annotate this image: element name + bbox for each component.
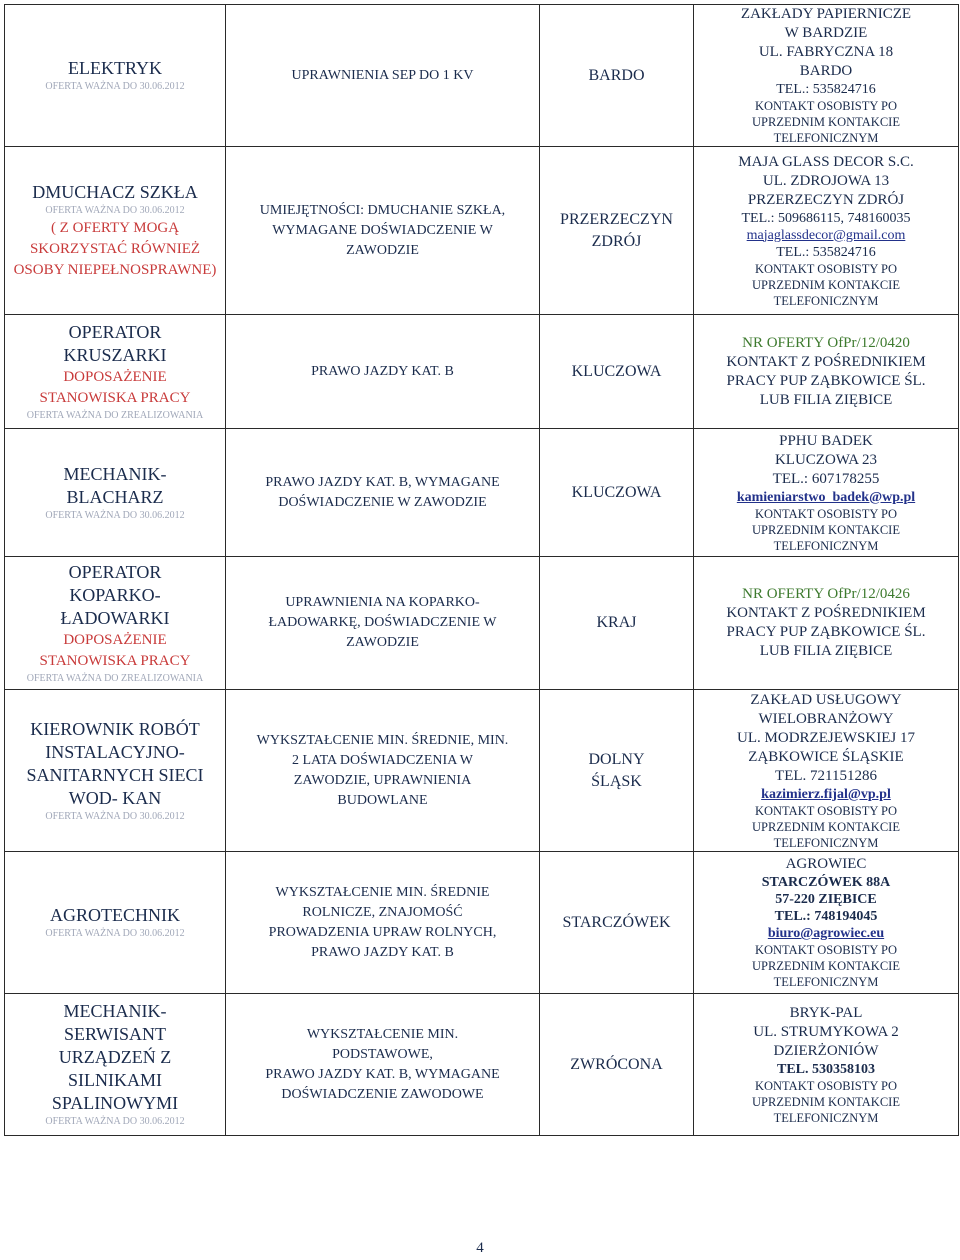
requirements-text: PROWADZENIA UPRAW ROLNYCH, xyxy=(268,924,497,940)
location-text: ZDRÓJ xyxy=(591,232,642,250)
contact-note: TELEFONICZNYM xyxy=(773,131,879,145)
job-title-cell xyxy=(5,852,226,994)
job-note: SKORZYSTAĆ RÓWNIEŻ xyxy=(29,240,201,257)
location-text: DOLNY xyxy=(588,750,645,768)
location-cell xyxy=(540,147,694,315)
contact-note: KONTAKT OSOBISTY PO xyxy=(754,943,898,957)
requirements-text: ROLNICZE, ZNAJOMOŚĆ xyxy=(302,904,463,920)
table-row xyxy=(5,315,959,429)
requirements-text: UPRAWNIENIA NA KOPARKO- xyxy=(285,595,480,610)
location-cell xyxy=(540,5,694,147)
job-title-cell xyxy=(5,429,226,557)
contact-cell xyxy=(694,852,959,994)
contact-note: TELEFONICZNYM xyxy=(773,538,879,553)
offer-type: DOPOSAŻENIE xyxy=(63,631,167,648)
location-text: ŚLĄSK xyxy=(591,772,642,790)
job-title: MECHANIK- xyxy=(63,1001,167,1021)
job-title-cell xyxy=(5,315,226,429)
table-row xyxy=(5,690,959,852)
job-title: DMUCHACZ SZKŁA xyxy=(32,181,198,202)
employer-phone: TEL.: 509686115, 748160035 xyxy=(741,210,911,226)
requirements-text: WYKSZTAŁCENIE MIN. ŚREDNIE, MIN. xyxy=(256,732,509,748)
requirements-text: UMIEJĘTNOŚCI: DMUCHANIE SZKŁA, xyxy=(259,202,506,218)
location-cell xyxy=(540,994,694,1136)
job-title: KIEROWNIK ROBÓT xyxy=(30,718,200,739)
job-title-cell xyxy=(5,994,226,1136)
table-row xyxy=(5,994,959,1136)
offer-number: NR OFERTY OfPr/12/0420 xyxy=(742,334,910,351)
offer-type: DOPOSAŻENIE xyxy=(63,368,167,385)
offer-validity: OFERTA WAŻNA DO 30.06.2012 xyxy=(45,204,185,216)
job-title-cell xyxy=(5,147,226,315)
job-title-cell xyxy=(5,557,226,690)
location-text: KLUCZOWA xyxy=(571,483,662,501)
job-title: SERWISANT xyxy=(63,1024,166,1044)
offer-validity: OFERTA WAŻNA DO 30.06.2012 xyxy=(45,81,185,92)
requirements-text: BUDOWLANE xyxy=(337,792,428,808)
table-row xyxy=(5,852,959,994)
offer-validity: OFERTA WAŻNA DO 30.06.2012 xyxy=(45,1116,185,1127)
employer-email-link[interactable]: biuro@agrowiec.eu xyxy=(767,926,885,941)
contact-note: UPRZEDNIM KONTAKCIE xyxy=(752,115,900,129)
requirements-text: ŁADOWARKĘ, DOŚWIADCZENIE W xyxy=(268,615,497,630)
contact-note: TELEFONICZNYM xyxy=(773,835,879,850)
employer-city: BARDO xyxy=(799,63,853,79)
employer-address: KLUCZOWA 23 xyxy=(774,451,878,468)
requirements-text: PRAWO JAZDY KAT. B xyxy=(311,944,454,960)
contact-note: KONTAKT OSOBISTY PO xyxy=(754,261,898,276)
employer-address: UL. FABRYCZNA 18 xyxy=(758,44,894,60)
contact-note: UPRZEDNIM KONTAKCIE xyxy=(752,522,900,537)
requirements-text: PRAWO JAZDY KAT. B xyxy=(311,363,454,379)
offer-validity: OFERTA WAŻNA DO 30.06.2012 xyxy=(45,509,185,521)
requirements-text: WYKSZTAŁCENIE MIN. ŚREDNIE xyxy=(275,884,490,900)
job-title-cell xyxy=(5,5,226,147)
location-cell xyxy=(540,690,694,852)
offer-number: NR OFERTY OfPr/12/0426 xyxy=(742,586,910,602)
requirements-cell xyxy=(226,429,540,557)
requirements-text: PODSTAWOWE, xyxy=(332,1046,433,1062)
location-text: KLUCZOWA xyxy=(571,362,662,380)
contact-note: PRACY PUP ZĄBKOWICE ŚL. xyxy=(726,372,926,389)
contact-cell xyxy=(694,690,959,852)
contact-cell xyxy=(694,557,959,690)
contact-note: KONTAKT OSOBISTY PO xyxy=(754,506,898,521)
requirements-cell xyxy=(226,994,540,1136)
requirements-text: 2 LATA DOŚWIADCZENIA W xyxy=(292,752,473,768)
job-offers-table xyxy=(4,4,959,1136)
job-title: KOPARKO- xyxy=(69,584,161,605)
job-title: WOD- KAN xyxy=(68,787,162,808)
requirements-text: WYKSZTAŁCENIE MIN. xyxy=(306,1026,459,1042)
requirements-cell xyxy=(226,690,540,852)
employer-name: WIELOBRANŻOWY xyxy=(758,710,894,727)
page-number: 4 xyxy=(476,1240,484,1256)
requirements-cell xyxy=(226,852,540,994)
employer-name: MAJA GLASS DECOR S.C. xyxy=(738,153,914,170)
employer-name: PPHU BADEK xyxy=(779,432,873,449)
employer-name: ZAKŁADY PAPIERNICZE xyxy=(740,6,912,22)
job-title: AGROTECHNIK xyxy=(50,905,180,925)
job-title: INSTALACYJNO- xyxy=(45,741,185,762)
requirements-text: ZAWODZIE xyxy=(346,242,419,258)
employer-phone: TEL.: 607178255 xyxy=(772,470,880,487)
requirements-text: DOŚWIADCZENIE W ZAWODZIE xyxy=(278,494,487,510)
job-title: SPALINOWYMI xyxy=(51,1093,179,1113)
job-title: OPERATOR xyxy=(68,561,162,582)
employer-address: UL. ZDROJOWA 13 xyxy=(762,172,890,189)
location-text: KRAJ xyxy=(596,614,637,631)
requirements-text: DOŚWIADCZENIE ZAWODOWE xyxy=(281,1086,484,1102)
table-row xyxy=(5,5,959,147)
offer-type: STANOWISKA PRACY xyxy=(39,389,191,406)
contact-note: UPRZEDNIM KONTAKCIE xyxy=(752,1094,900,1109)
employer-email-link[interactable]: majaglassdecor@gmail.com xyxy=(746,227,906,243)
requirements-text: PRAWO JAZDY KAT. B, WYMAGANE xyxy=(265,1066,500,1082)
job-title: SILNIKAMI xyxy=(68,1070,162,1090)
contact-note: KONTAKT OSOBISTY PO xyxy=(754,1078,898,1093)
job-title: OPERATOR xyxy=(68,321,162,342)
contact-cell xyxy=(694,429,959,557)
contact-note: TELEFONICZNYM xyxy=(773,1110,879,1125)
table-row xyxy=(5,147,959,315)
employer-name: W BARDZIE xyxy=(784,25,868,41)
contact-note: KONTAKT OSOBISTY PO xyxy=(754,99,898,113)
contact-note: UPRZEDNIM KONTAKCIE xyxy=(752,277,900,292)
contact-note: KONTAKT Z POŚREDNIKIEM xyxy=(726,353,926,370)
contact-note: TELEFONICZNYM xyxy=(773,293,879,308)
offer-type: STANOWISKA PRACY xyxy=(39,652,191,669)
contact-note: TELEFONICZNYM xyxy=(773,975,879,989)
contact-note: UPRZEDNIM KONTAKCIE xyxy=(752,819,900,834)
employer-name: ZAKŁAD USŁUGOWY xyxy=(750,691,902,708)
job-title: KRUSZARKI xyxy=(63,344,167,365)
contact-note: PRACY PUP ZĄBKOWICE ŚL. xyxy=(726,624,926,640)
contact-note: LUB FILIA ZIĘBICE xyxy=(759,391,893,408)
requirements-text: ZAWODZIE xyxy=(346,635,419,650)
employer-phone: TEL.: 748194045 xyxy=(774,909,878,924)
location-cell xyxy=(540,557,694,690)
employer-phone: TEL. 721151286 xyxy=(775,767,877,784)
contact-note: KONTAKT Z POŚREDNIKIEM xyxy=(726,605,926,621)
employer-city: ZĄBKOWICE ŚLĄSKIE xyxy=(748,748,904,765)
table-row xyxy=(5,557,959,690)
job-title: SANITARNYCH SIECI xyxy=(26,764,204,785)
requirements-cell xyxy=(226,147,540,315)
job-title: ELEKTRYK xyxy=(68,58,162,78)
contact-cell xyxy=(694,147,959,315)
employer-city: PRZERZECZYN ZDRÓJ xyxy=(747,191,905,208)
job-title: URZĄDZEŃ Z xyxy=(58,1047,172,1067)
location-cell xyxy=(540,315,694,429)
offer-validity: OFERTA WAŻNA DO 30.06.2012 xyxy=(45,810,185,822)
location-cell xyxy=(540,429,694,557)
requirements-text: PRAWO JAZDY KAT. B, WYMAGANE xyxy=(265,474,500,490)
job-title: ŁADOWARKI xyxy=(60,607,170,628)
job-title: MECHANIK- xyxy=(63,463,167,484)
employer-phone: TEL.: 535824716 xyxy=(776,82,876,97)
requirements-text: UPRAWNIENIA SEP DO 1 KV xyxy=(291,67,474,83)
requirements-cell xyxy=(226,5,540,147)
location-text: STARCZÓWEK xyxy=(562,913,671,931)
location-cell xyxy=(540,852,694,994)
table-row xyxy=(5,429,959,557)
employer-email-link[interactable]: kazimierz.fijal@vp.pl xyxy=(761,786,891,802)
employer-name: AGROWIEC xyxy=(785,856,867,872)
job-title-cell xyxy=(5,690,226,852)
employer-address: UL. MODRZEJEWSKIEJ 17 xyxy=(737,729,915,746)
requirements-text: ZAWODZIE, UPRAWNIENIA xyxy=(293,772,472,788)
requirements-cell xyxy=(226,315,540,429)
requirements-cell xyxy=(226,557,540,690)
employer-address: STARCZÓWEK 88A xyxy=(761,875,891,890)
employer-phone: TEL. 530358103 xyxy=(776,1061,875,1077)
contact-note: LUB FILIA ZIĘBICE xyxy=(759,643,893,659)
employer-email-link[interactable]: kamieniarstwo_badek@wp.pl xyxy=(736,489,916,505)
employer-city: 57-220 ZIĘBICE xyxy=(775,892,877,907)
job-title: BLACHARZ xyxy=(66,486,164,507)
contact-cell xyxy=(694,315,959,429)
employer-name: BRYK-PAL xyxy=(789,1004,863,1021)
offer-validity: OFERTA WAŻNA DO ZREALIZOWANIA xyxy=(26,409,204,421)
location-text: ZWRÓCONA xyxy=(570,1055,663,1073)
location-text: BARDO xyxy=(588,66,645,84)
contact-cell xyxy=(694,994,959,1136)
employer-phone: TEL.: 535824716 xyxy=(776,244,876,260)
job-note: OSOBY NIEPEŁNOSPRAWNE) xyxy=(13,261,217,278)
contact-note: KONTAKT OSOBISTY PO xyxy=(754,803,898,818)
employer-city: DZIERŻONIÓW xyxy=(773,1042,879,1059)
employer-address: UL. STRUMYKOWA 2 xyxy=(753,1023,899,1040)
contact-note: UPRZEDNIM KONTAKCIE xyxy=(752,959,900,973)
job-note: ( Z OFERTY MOGĄ xyxy=(50,219,180,236)
requirements-text: WYMAGANE DOŚWIADCZENIE W xyxy=(272,222,493,238)
offer-validity: OFERTA WAŻNA DO ZREALIZOWANIA xyxy=(26,672,204,684)
contact-cell xyxy=(694,5,959,147)
offer-validity: OFERTA WAŻNA DO 30.06.2012 xyxy=(45,928,185,939)
location-text: PRZERZECZYN xyxy=(560,210,673,228)
